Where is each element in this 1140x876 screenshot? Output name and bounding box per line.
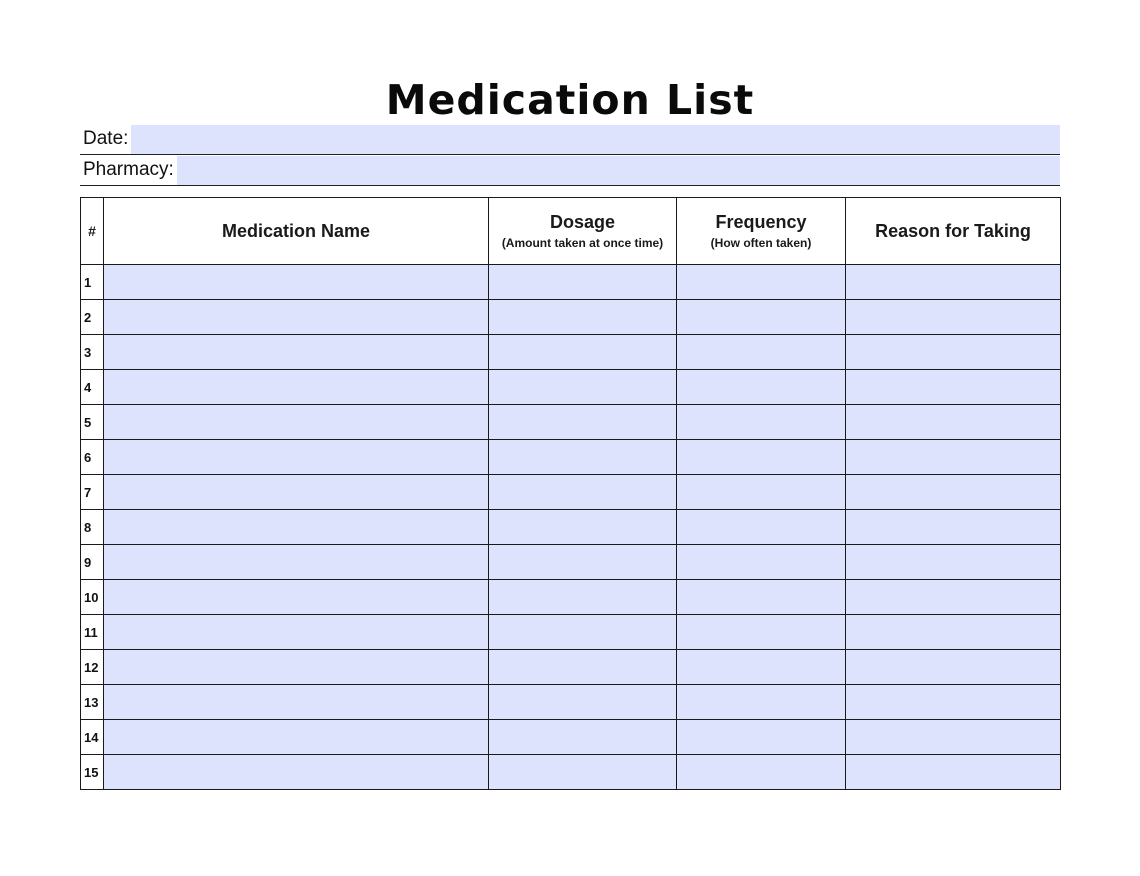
dosage-cell[interactable] [489,440,677,475]
frequency-cell[interactable] [677,755,846,790]
medication-name-cell[interactable] [104,300,489,335]
medication-name-cell[interactable] [104,370,489,405]
table-row [81,685,1061,720]
table-row [81,650,1061,685]
date-row [80,124,1060,155]
row-number: 1 [81,265,104,300]
medication-name-cell[interactable] [104,615,489,650]
header-number-label: # [88,223,96,239]
table-row [81,335,1061,370]
frequency-cell[interactable] [677,265,846,300]
frequency-cell[interactable] [677,475,846,510]
reason-cell[interactable] [846,335,1061,370]
medication-name-cell[interactable] [104,580,489,615]
table-row [81,615,1061,650]
medication-name-cell[interactable] [104,685,489,720]
reason-cell[interactable] [846,475,1061,510]
medication-name-cell[interactable] [104,475,489,510]
row-number: 5 [81,405,104,440]
frequency-cell[interactable] [677,685,846,720]
dosage-cell[interactable] [489,650,677,685]
header-medication-name-label: Medication Name [221,220,371,241]
dosage-cell[interactable] [489,580,677,615]
table-row [81,545,1061,580]
dosage-cell[interactable] [489,755,677,790]
frequency-cell[interactable] [677,650,846,685]
row-number: 12 [81,650,104,685]
header-frequency-label: Frequency [715,212,807,232]
medication-name-cell[interactable] [104,405,489,440]
table-row [81,405,1061,440]
header-reason-label: Reason for Taking [875,220,1031,241]
frequency-cell[interactable] [677,405,846,440]
dosage-cell[interactable] [489,335,677,370]
dosage-cell[interactable] [489,510,677,545]
header-reason [846,198,1061,265]
row-number: 13 [81,685,104,720]
table-row [81,265,1061,300]
row-number: 6 [81,440,104,475]
date-field[interactable] [131,125,1060,154]
dosage-cell[interactable] [489,615,677,650]
pharmacy-label: Pharmacy: [83,159,174,180]
medication-name-cell[interactable] [104,440,489,475]
frequency-cell[interactable] [677,615,846,650]
medication-name-cell[interactable] [104,335,489,370]
header-medication-name [104,198,489,265]
dosage-cell[interactable] [489,265,677,300]
reason-cell[interactable] [846,580,1061,615]
row-number: 2 [81,300,104,335]
frequency-cell[interactable] [677,720,846,755]
medication-name-cell[interactable] [104,755,489,790]
dosage-cell[interactable] [489,720,677,755]
row-number: 8 [81,510,104,545]
table-row [81,755,1061,790]
reason-cell[interactable] [846,370,1061,405]
row-number: 3 [81,335,104,370]
header-number [81,198,104,265]
table-row [81,720,1061,755]
reason-cell[interactable] [846,720,1061,755]
date-label: Date: [83,128,129,149]
dosage-cell[interactable] [489,370,677,405]
reason-cell[interactable] [846,545,1061,580]
header-dosage-label: Dosage [549,212,616,232]
frequency-cell[interactable] [677,300,846,335]
row-number: 10 [81,580,104,615]
reason-cell[interactable] [846,265,1061,300]
table-row [81,580,1061,615]
page-title: Medication List [385,76,755,124]
pharmacy-row [80,155,1060,186]
header-frequency-sublabel: (How often taken) [710,236,812,250]
row-number: 9 [81,545,104,580]
header-frequency [677,198,846,265]
reason-cell[interactable] [846,615,1061,650]
pharmacy-field[interactable] [177,156,1060,185]
reason-cell[interactable] [846,755,1061,790]
dosage-cell[interactable] [489,685,677,720]
medication-name-cell[interactable] [104,650,489,685]
dosage-cell[interactable] [489,405,677,440]
frequency-cell[interactable] [677,335,846,370]
row-number: 14 [81,720,104,755]
reason-cell[interactable] [846,650,1061,685]
frequency-cell[interactable] [677,545,846,580]
table-row [81,475,1061,510]
reason-cell[interactable] [846,685,1061,720]
row-number: 15 [81,755,104,790]
frequency-cell[interactable] [677,440,846,475]
table-header-row [81,198,1061,265]
frequency-cell[interactable] [677,580,846,615]
reason-cell[interactable] [846,300,1061,335]
dosage-cell[interactable] [489,475,677,510]
dosage-cell[interactable] [489,300,677,335]
table-row [81,300,1061,335]
medication-name-cell[interactable] [104,510,489,545]
row-number: 4 [81,370,104,405]
medication-name-cell[interactable] [104,265,489,300]
reason-cell[interactable] [846,510,1061,545]
frequency-cell[interactable] [677,510,846,545]
dosage-cell[interactable] [489,545,677,580]
table-row [81,370,1061,405]
frequency-cell[interactable] [677,370,846,405]
header-dosage [489,198,677,265]
header-dosage-sublabel: (Amount taken at once time) [501,236,664,250]
reason-cell[interactable] [846,405,1061,440]
row-number: 7 [81,475,104,510]
table-row [81,440,1061,475]
row-number: 11 [81,615,104,650]
medication-name-cell[interactable] [104,720,489,755]
table-row [81,510,1061,545]
reason-cell[interactable] [846,440,1061,475]
medication-table [80,197,1061,790]
medication-name-cell[interactable] [104,545,489,580]
